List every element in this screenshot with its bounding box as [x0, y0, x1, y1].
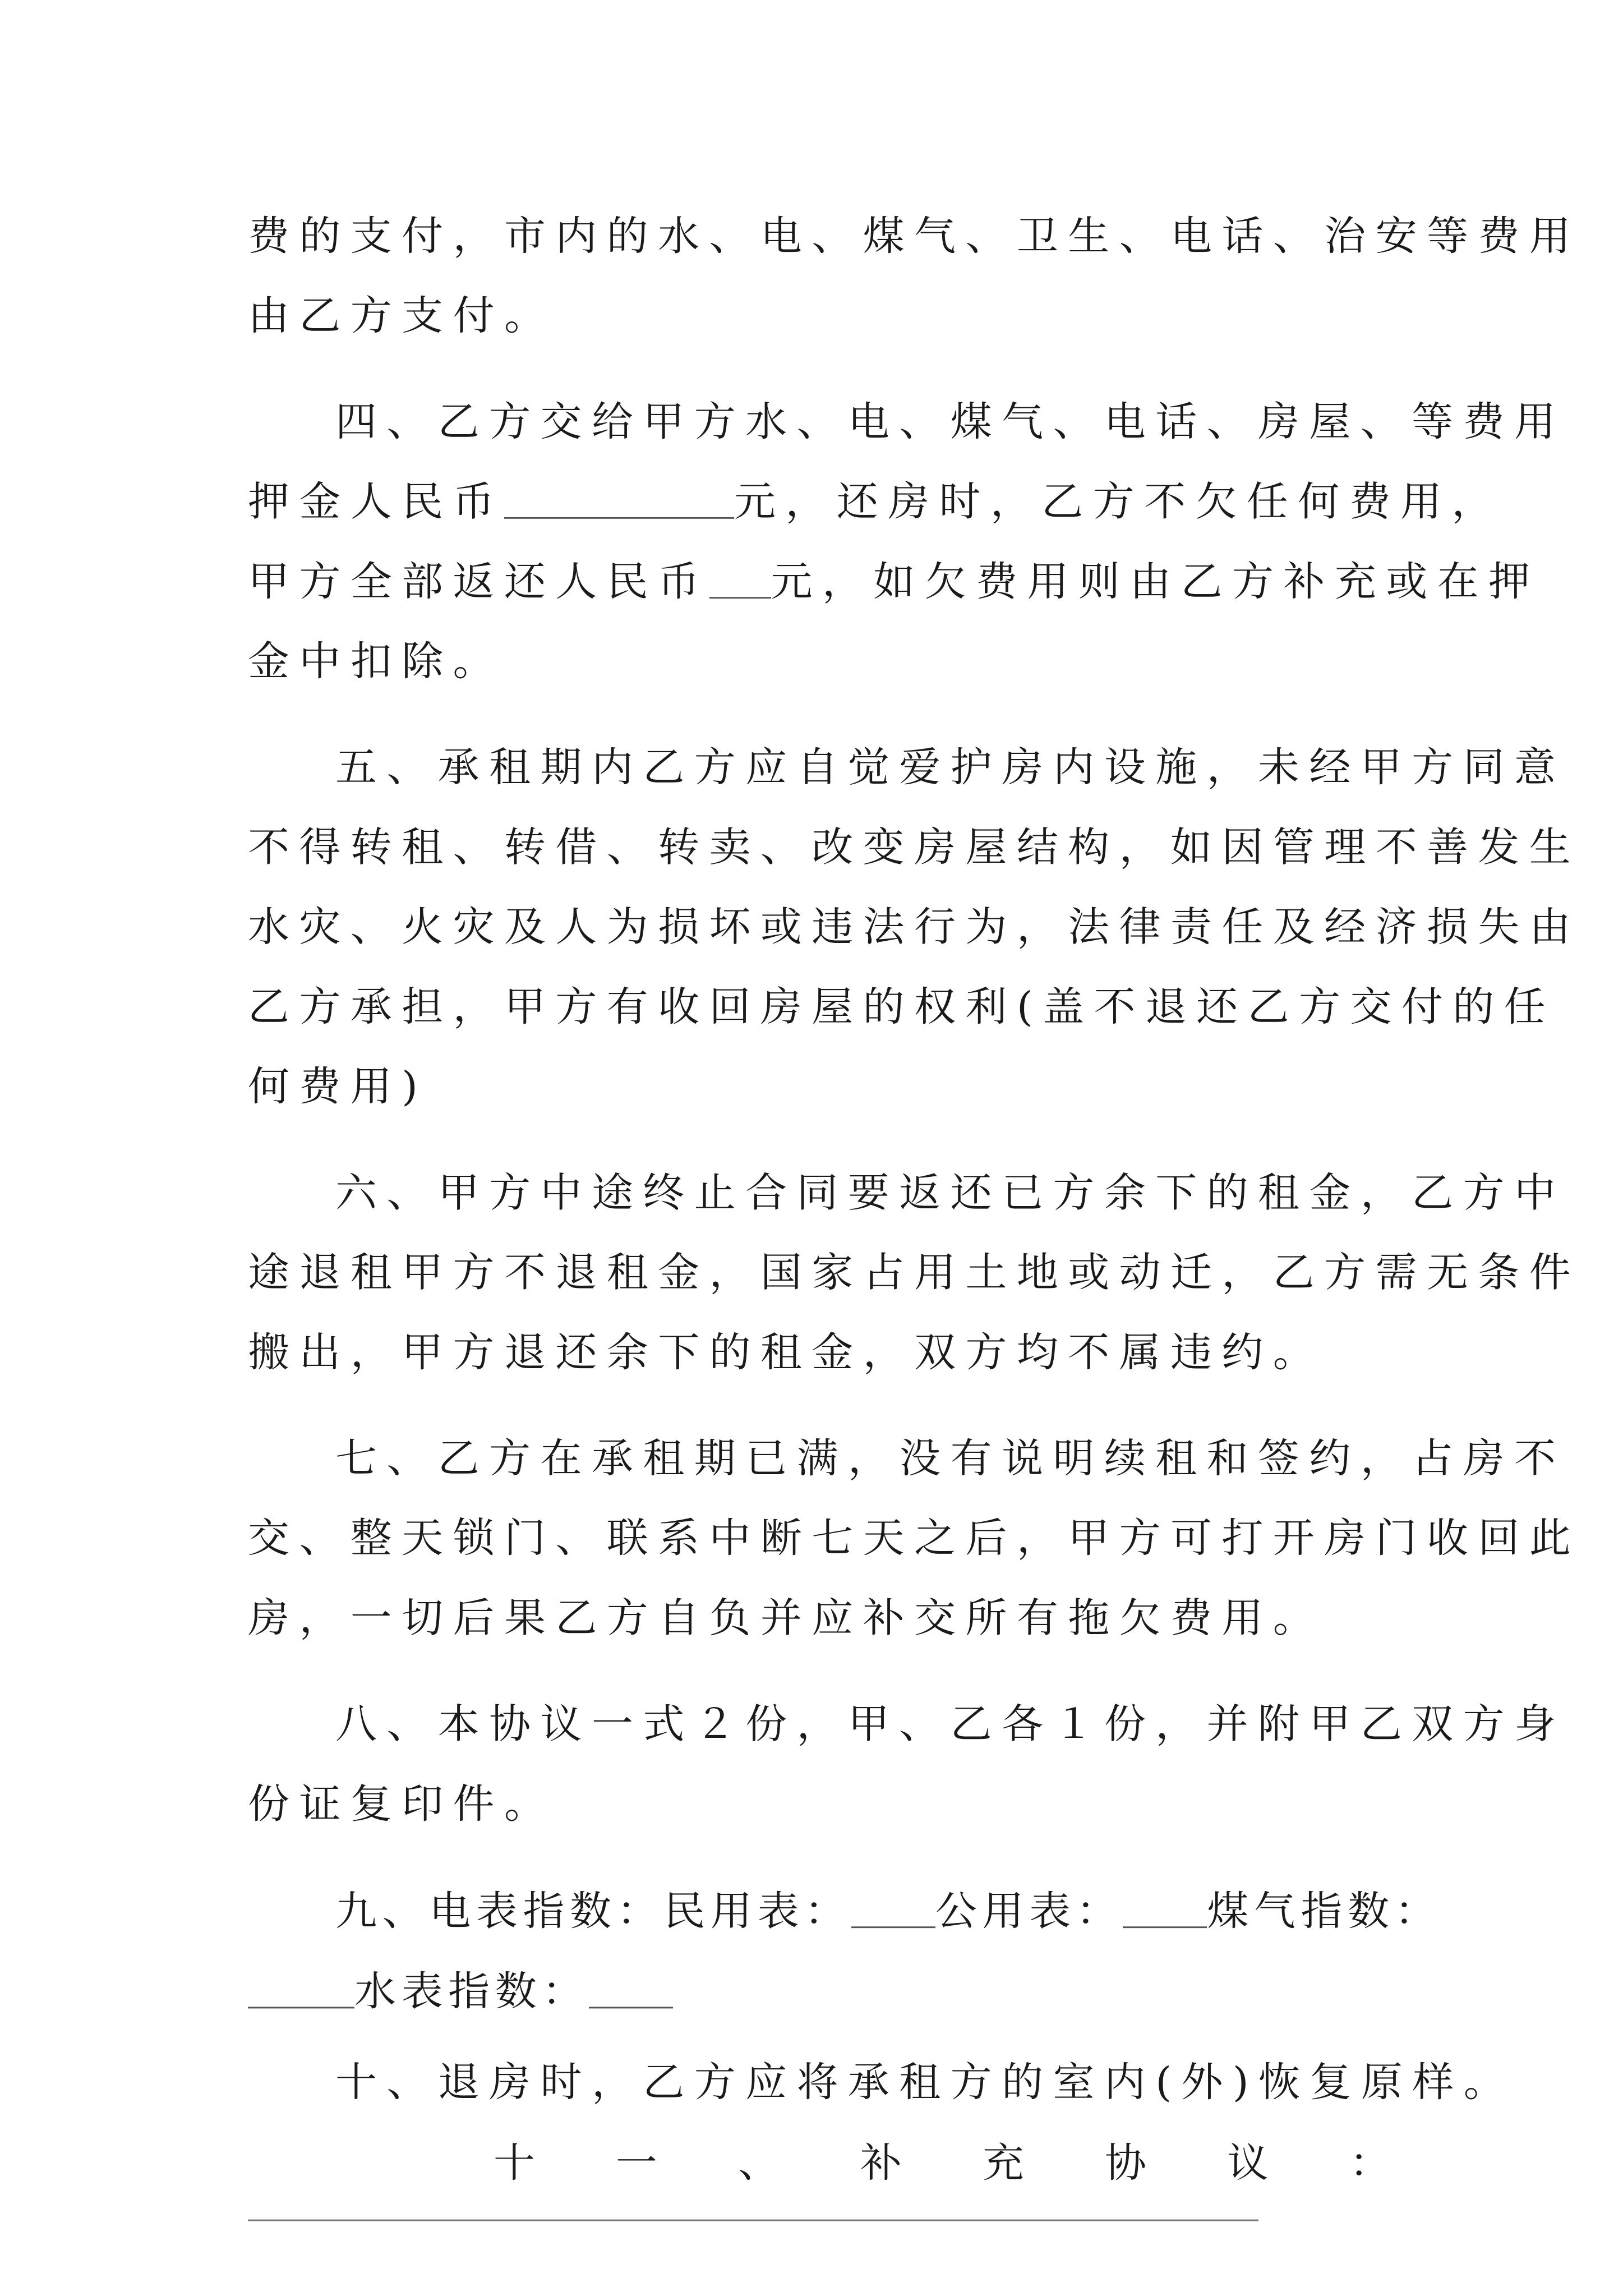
text-segment: 水表指数： — [354, 1968, 589, 2016]
clause-11-heading — [494, 2122, 1391, 2204]
heading-char: 议 — [1227, 2139, 1269, 2187]
public-meter-blank — [1123, 1884, 1207, 1925]
text-line: 水灾、火灾及人为损坏或违法行为，法律责任及经济损失由 — [248, 903, 1581, 951]
text-segment: 甲方全部返还人民币 — [248, 558, 709, 605]
text-line: 份证复印件。 — [248, 1780, 556, 1828]
clause-7-line-1: 七、乙方在承租期已满，没有说明续租和签约，占房不 — [335, 1435, 1566, 1482]
supplement-blank-line — [248, 2220, 1258, 2221]
text-line: 何费用) — [248, 1063, 428, 1111]
clause-6-line-1: 六、甲方中途终止合同要返还已方余下的租金，乙方中 — [335, 1169, 1566, 1217]
gas-meter-blank — [248, 1964, 354, 2005]
heading-char: 协 — [1105, 2139, 1146, 2187]
refund-amount-blank — [709, 555, 771, 595]
text-line: 交、整天锁门、联系中断七天之后，甲方可打开房门收回此 — [248, 1515, 1581, 1562]
heading-char: 十 — [494, 2139, 535, 2187]
text-line: 乙方承担，甲方有收回房屋的权利(盖不退还乙方交付的任 — [248, 983, 1556, 1030]
text-line: 由乙方支付。 — [248, 292, 556, 340]
clause-4-line-2 — [248, 461, 1503, 543]
clause-4-line-3 — [248, 541, 1540, 623]
text-line: 房，一切后果乙方自负并应补交所有拖欠费用。 — [248, 1594, 1325, 1642]
heading-char: 补 — [860, 2139, 902, 2187]
clause-4-line-1: 四、乙方交给甲方水、电、煤气、电话、房屋、等费用 — [335, 398, 1566, 446]
text-line: 费的支付，市内的水、电、煤气、卫生、电话、治安等费用 — [248, 213, 1581, 260]
heading-char: 充 — [983, 2139, 1024, 2187]
clause-5-line-1: 五、承租期内乙方应自觉爱护房内设施，未经甲方同意 — [335, 744, 1566, 792]
heading-char: ： — [1349, 2139, 1391, 2187]
text-segment: 煤气指数： — [1207, 1888, 1442, 1935]
text-segment: 九、电表指数：民用表： — [335, 1888, 851, 1935]
text-line: 途退租甲方不退租金，国家占用土地或动迁，乙方需无条件 — [248, 1249, 1581, 1296]
residential-meter-blank — [851, 1884, 935, 1925]
text-line: 不得转租、转借、转卖、改变房屋结构，如因管理不善发生 — [248, 823, 1581, 871]
clause-8-line-1: 八、本协议一式２份，甲、乙各１份，并附甲乙双方身 — [335, 1700, 1566, 1748]
text-segment: 元，还房时，乙方不欠任何费用， — [734, 478, 1503, 526]
clause-9-line-1 — [335, 1870, 1442, 1952]
deposit-amount-blank — [504, 475, 734, 516]
heading-char: 、 — [738, 2139, 780, 2187]
text-segment: 押金人民币 — [248, 478, 504, 526]
heading-char: 一 — [616, 2139, 657, 2187]
water-meter-blank — [589, 1964, 673, 2005]
text-segment: 元，如欠费用则由乙方补充或在押 — [771, 558, 1540, 605]
clause-10-line-1: 十、退房时，乙方应将承租方的室内(外)恢复原样。 — [335, 2059, 1515, 2106]
text-line: 搬出，甲方退还余下的租金，双方均不属违约。 — [248, 1329, 1325, 1376]
text-line: 金中扣除。 — [248, 638, 504, 685]
text-segment: 公用表： — [935, 1888, 1123, 1935]
clause-9-line-2 — [248, 1950, 1386, 2032]
